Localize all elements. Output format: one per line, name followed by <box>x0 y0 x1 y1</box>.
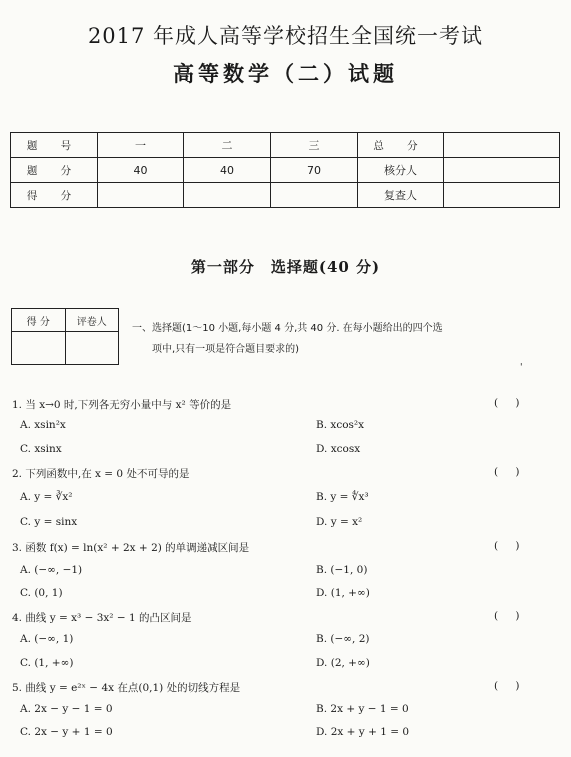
table-cell: 题 号 <box>11 133 98 158</box>
option-a: A. xsin²x <box>20 419 66 431</box>
option-d: D. xcosx <box>316 443 361 455</box>
table-cell: 得 分 <box>11 183 98 208</box>
instructions-line: 一、选择题(1～10 小题,每小题 4 分,共 40 分. 在每小题给出的四个选 <box>132 323 443 334</box>
question-stem: 3. 函数 f(x) = ln(x² + 2x + 2) 的单调递减区间是 <box>12 542 250 554</box>
question-stem: 2. 下列函数中,在 x = 0 处不可导的是 <box>12 468 190 480</box>
question-stem: 1. 当 x→0 时,下列各无穷小量中与 x² 等价的是 <box>12 399 232 411</box>
option-a: A. (−∞, −1) <box>20 564 83 576</box>
table-cell <box>65 332 119 365</box>
table-cell <box>444 133 560 158</box>
question-stem: 5. 曲线 y = e²ˣ − 4x 在点(0,1) 处的切线方程是 <box>12 682 241 694</box>
question-stem: 4. 曲线 y = x³ − 3x² − 1 的凸区间是 <box>12 612 192 624</box>
answer-paren: ( ) <box>494 540 520 552</box>
option-c: C. 2x − y + 1 = 0 <box>20 726 113 738</box>
table-cell: 评卷人 <box>65 309 119 332</box>
table-cell <box>271 183 358 208</box>
table-cell <box>444 183 560 208</box>
option-b: B. xcos²x <box>316 419 365 431</box>
option-c: C. (1, +∞) <box>20 657 74 669</box>
instructions-line: 项中,只有一项是符合题目要求的) <box>152 344 300 355</box>
exam-subtitle: 高等数学（二）试题 <box>173 61 398 86</box>
table-cell: 复查人 <box>358 183 444 208</box>
option-b: B. 2x + y − 1 = 0 <box>316 703 409 715</box>
option-c: C. (0, 1) <box>20 587 63 599</box>
score-table <box>10 132 560 208</box>
option-a: A. 2x − y − 1 = 0 <box>20 703 113 715</box>
option-a: A. (−∞, 1) <box>20 633 74 645</box>
stray-mark: ' <box>520 363 523 373</box>
exam-title: 2017 年成人高等学校招生全国统一考试 <box>87 24 484 48</box>
option-b: B. y = ∜x³ <box>316 491 369 503</box>
answer-paren: ( ) <box>494 466 520 478</box>
answer-paren: ( ) <box>494 610 520 622</box>
option-b: B. (−1, 0) <box>316 564 368 576</box>
table-cell: 一 <box>98 133 184 158</box>
table-cell: 二 <box>184 133 271 158</box>
table-cell <box>184 183 271 208</box>
section-instructions <box>132 318 552 360</box>
option-d: D. (1, +∞) <box>316 587 370 599</box>
option-a: A. y = ∛x² <box>20 491 73 503</box>
table-cell: 70 <box>271 158 358 183</box>
table-cell: 三 <box>271 133 358 158</box>
table-cell <box>98 183 184 208</box>
answer-paren: ( ) <box>494 397 520 409</box>
table-cell: 总 分 <box>358 133 444 158</box>
table-row <box>12 309 119 332</box>
grading-box <box>11 308 119 365</box>
option-c: C. y = sinx <box>20 516 78 528</box>
table-cell: 得 分 <box>12 309 66 332</box>
table-cell: 40 <box>184 158 271 183</box>
table-cell: 40 <box>98 158 184 183</box>
table-cell <box>444 158 560 183</box>
table-cell: 题 分 <box>11 158 98 183</box>
option-b: B. (−∞, 2) <box>316 633 370 645</box>
table-row <box>12 332 119 365</box>
table-row <box>11 183 560 208</box>
table-cell: 核分人 <box>358 158 444 183</box>
option-c: C. xsinx <box>20 443 62 455</box>
table-cell <box>12 332 66 365</box>
answer-paren: ( ) <box>494 680 520 692</box>
table-row <box>11 133 560 158</box>
part-title: 第一部分 选择题(40 分) <box>190 258 381 276</box>
table-row <box>11 158 560 183</box>
option-d: D. (2, +∞) <box>316 657 370 669</box>
option-d: D. 2x + y + 1 = 0 <box>316 726 410 738</box>
option-d: D. y = x² <box>316 516 363 528</box>
